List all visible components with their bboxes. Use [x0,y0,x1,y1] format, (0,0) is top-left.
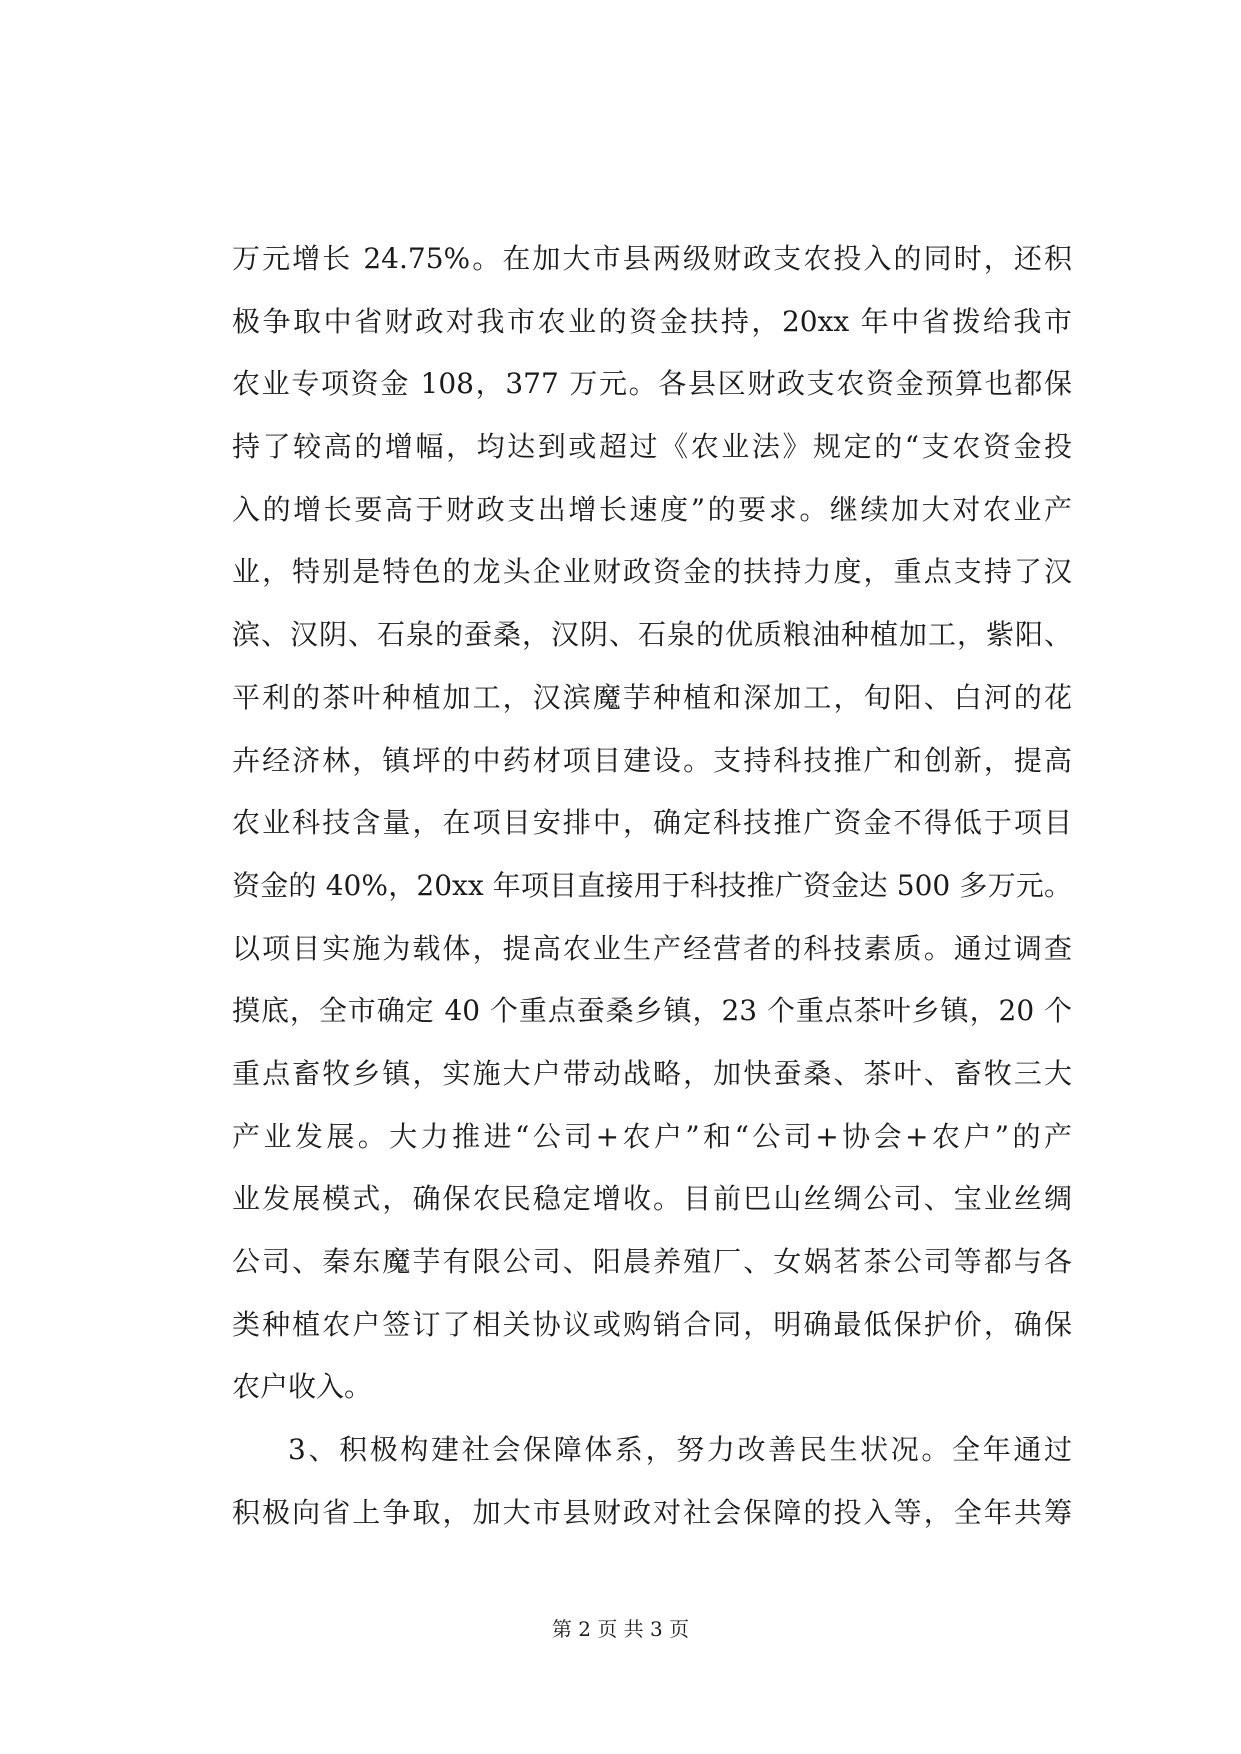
text-line: 重点畜牧乡镇，实施大户带动战略，加快蚕桑、茶叶、畜牧三大 [232,1056,1072,1090]
text-line: 农户收入。 [232,1370,373,1404]
text-line: 农业科技含量，在项目安排中，确定科技推广资金不得低于项目 [232,806,1072,840]
text-line: 以项目实施为载体，提高农业生产经营者的科技素质。通过调查 [232,931,1072,965]
body-text [232,228,1072,1544]
text-line: 公司、秦东魔芋有限公司、阳晨养殖厂、女娲茗茶公司等都与各 [232,1245,1072,1278]
text-line: 卉经济林，镇坪的中药材项目建设。支持科技推广和创新，提高 [232,743,1072,777]
text-line: 产业发展。大力推进“公司+农户”和“公司+协会+农户”的产 [232,1119,1072,1153]
text-line: 农业专项资金 108，377 万元。各县区财政支农资金预算也都保 [232,367,1072,401]
text-line: 平利的茶叶种植加工，汉滨魔芋种植和深加工，旬阳、白河的花 [232,680,1072,714]
text-line: 万元增长 24.75%。在加大市县两级财政支农投入的同时，还积 [232,242,1072,275]
paragraph-start-line: 3、积极构建社会保障体系，努力改善民生状况。全年通过 [288,1433,1072,1467]
page-number-footer: 第 2 页 共 3 页 [551,1617,690,1641]
text-line: 极争取中省财政对我市农业的资金扶持，20xx 年中省拨给我市 [232,304,1072,338]
text-line: 持了较高的增幅，均达到或超过《农业法》规定的“支农资金投 [232,430,1072,464]
text-line: 资金的 40%，20xx 年项目直接用于科技推广资金达 500 多万元。 [232,868,1072,902]
text-line: 类种植农户签订了相关协议或购销合同，明确最低保护价，确保 [232,1307,1072,1341]
text-line: 业，特别是特色的龙头企业财政资金的扶持力度，重点支持了汉 [232,555,1072,589]
text-line: 业发展模式，确保农民稳定增收。目前巴山丝绸公司、宝业丝绸 [232,1182,1072,1216]
text-line: 摸底，全市确定 40 个重点蚕桑乡镇，23 个重点茶叶乡镇，20 个 [232,994,1072,1028]
text-line: 入的增长要高于财政支出增长速度”的要求。继续加大对农业产 [232,492,1072,526]
text-line: 积极向省上争取，加大市县财政对社会保障的投入等，全年共筹 [232,1495,1072,1529]
text-line: 滨、汉阴、石泉的蚕桑，汉阴、石泉的优质粮油种植加工，紫阳、 [232,618,1072,652]
